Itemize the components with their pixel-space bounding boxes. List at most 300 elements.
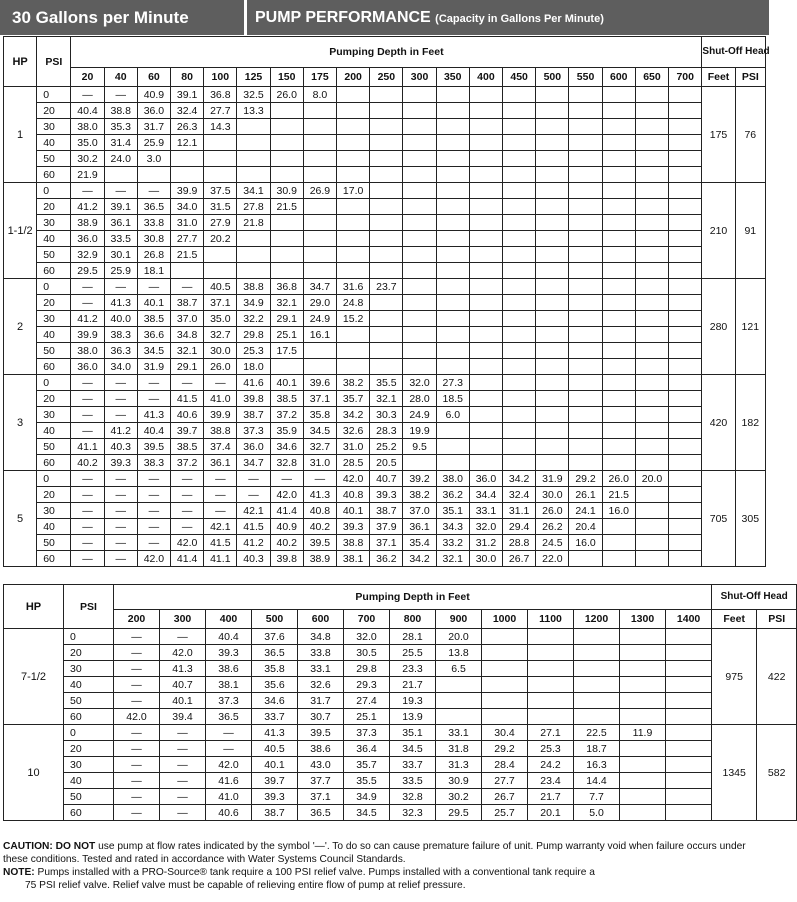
- capacity-cell: 42.0: [137, 551, 170, 567]
- capacity-cell: 40.2: [270, 535, 303, 551]
- capacity-cell: [469, 215, 502, 231]
- capacity-cell: 34.5: [390, 741, 436, 757]
- capacity-cell: 39.3: [104, 455, 137, 471]
- depth-column-header: 20: [71, 68, 104, 87]
- capacity-cell: [620, 773, 666, 789]
- table-row: [4, 471, 766, 487]
- capacity-cell: [482, 677, 528, 693]
- capacity-cell: 34.0: [171, 199, 204, 215]
- capacity-cell: [569, 199, 602, 215]
- capacity-cell: 31.8: [436, 741, 482, 757]
- capacity-cell: 18.7: [574, 741, 620, 757]
- psi-value: 0: [64, 725, 114, 741]
- capacity-cell: 37.9: [370, 519, 403, 535]
- table-row: [4, 391, 766, 407]
- psi-value: 60: [37, 551, 71, 567]
- capacity-cell: 37.0: [171, 311, 204, 327]
- capacity-cell: 19.9: [403, 423, 436, 439]
- capacity-cell: [569, 343, 602, 359]
- capacity-cell: [370, 135, 403, 151]
- capacity-cell: [528, 645, 574, 661]
- psi-value: 30: [37, 119, 71, 135]
- caution-emphasis: DO NOT: [55, 841, 96, 852]
- capacity-cell: 25.1: [270, 327, 303, 343]
- capacity-cell: [436, 279, 469, 295]
- capacity-cell: [635, 231, 668, 247]
- capacity-cell: [569, 215, 602, 231]
- depth-column-header: 700: [669, 68, 702, 87]
- capacity-cell: [503, 279, 536, 295]
- capacity-cell: —: [71, 551, 104, 567]
- capacity-cell: [469, 135, 502, 151]
- capacity-cell: [574, 645, 620, 661]
- capacity-cell: 31.7: [298, 693, 344, 709]
- capacity-cell: 41.3: [137, 407, 170, 423]
- capacity-cell: 27.7: [482, 773, 528, 789]
- table-row: [4, 215, 766, 231]
- table-row: [4, 407, 766, 423]
- capacity-cell: [436, 183, 469, 199]
- capacity-cell: 28.8: [503, 535, 536, 551]
- capacity-cell: [669, 231, 702, 247]
- capacity-cell: 39.7: [252, 773, 298, 789]
- capacity-cell: [503, 359, 536, 375]
- table-row: [4, 103, 766, 119]
- capacity-cell: 40.1: [270, 375, 303, 391]
- capacity-cell: —: [114, 757, 160, 773]
- capacity-cell: [270, 215, 303, 231]
- capacity-cell: 29.5: [71, 263, 104, 279]
- capacity-cell: 38.6: [298, 741, 344, 757]
- capacity-cell: [204, 135, 237, 151]
- capacity-cell: [635, 103, 668, 119]
- capacity-cell: [635, 151, 668, 167]
- capacity-cell: [666, 805, 712, 821]
- shut-off-feet-value: 705: [702, 471, 735, 567]
- shut-off-feet-value: 975: [712, 629, 757, 725]
- capacity-cell: [620, 661, 666, 677]
- depth-column-header: 600: [298, 610, 344, 629]
- capacity-cell: 31.6: [337, 279, 370, 295]
- capacity-cell: [503, 327, 536, 343]
- psi-value: 50: [64, 789, 114, 805]
- capacity-cell: —: [171, 279, 204, 295]
- capacity-cell: [635, 423, 668, 439]
- capacity-cell: [669, 551, 702, 567]
- capacity-cell: [569, 375, 602, 391]
- capacity-cell: [669, 455, 702, 471]
- table-row: [4, 359, 766, 375]
- capacity-cell: 33.2: [436, 535, 469, 551]
- capacity-cell: [602, 519, 635, 535]
- capacity-cell: [370, 247, 403, 263]
- capacity-cell: 28.3: [370, 423, 403, 439]
- capacity-cell: —: [114, 789, 160, 805]
- shut-off-psi-value: 121: [735, 279, 765, 375]
- capacity-cell: [536, 87, 569, 103]
- capacity-cell: [469, 327, 502, 343]
- capacity-cell: [237, 231, 270, 247]
- capacity-cell: —: [114, 645, 160, 661]
- capacity-cell: 37.5: [204, 183, 237, 199]
- capacity-cell: [171, 151, 204, 167]
- capacity-cell: [469, 87, 502, 103]
- capacity-cell: 35.5: [344, 773, 390, 789]
- capacity-cell: 32.1: [270, 295, 303, 311]
- depth-column-header: 200: [114, 610, 160, 629]
- capacity-cell: 32.0: [469, 519, 502, 535]
- capacity-cell: [403, 327, 436, 343]
- depth-column-header: 400: [206, 610, 252, 629]
- caution-note: [3, 840, 766, 866]
- capacity-cell: [469, 183, 502, 199]
- capacity-cell: 34.3: [436, 519, 469, 535]
- capacity-cell: 34.5: [137, 343, 170, 359]
- depth-column-header: 60: [137, 68, 170, 87]
- capacity-cell: 30.2: [71, 151, 104, 167]
- capacity-cell: [469, 199, 502, 215]
- capacity-cell: —: [137, 375, 170, 391]
- capacity-cell: 27.1: [528, 725, 574, 741]
- capacity-cell: [602, 183, 635, 199]
- capacity-cell: [370, 263, 403, 279]
- capacity-cell: [403, 311, 436, 327]
- capacity-cell: 21.8: [237, 215, 270, 231]
- capacity-cell: 18.5: [436, 391, 469, 407]
- capacity-cell: [337, 103, 370, 119]
- capacity-cell: [270, 151, 303, 167]
- capacity-cell: 30.5: [344, 645, 390, 661]
- shut-off-head-header: Shut-Off Head: [702, 37, 766, 68]
- psi-value: 0: [37, 471, 71, 487]
- capacity-cell: —: [237, 487, 270, 503]
- capacity-cell: [303, 151, 336, 167]
- capacity-cell: 13.9: [390, 709, 436, 725]
- capacity-cell: [270, 359, 303, 375]
- capacity-cell: 15.2: [337, 311, 370, 327]
- capacity-cell: [337, 215, 370, 231]
- capacity-cell: 32.8: [270, 455, 303, 471]
- capacity-cell: [635, 503, 668, 519]
- capacity-cell: 38.2: [337, 375, 370, 391]
- capacity-cell: 21.5: [171, 247, 204, 263]
- capacity-cell: 14.3: [204, 119, 237, 135]
- capacity-cell: 32.1: [370, 391, 403, 407]
- capacity-cell: 40.6: [206, 805, 252, 821]
- capacity-cell: [370, 87, 403, 103]
- capacity-cell: [503, 423, 536, 439]
- capacity-cell: —: [204, 487, 237, 503]
- capacity-cell: [303, 119, 336, 135]
- capacity-cell: 29.8: [237, 327, 270, 343]
- capacity-cell: [403, 183, 436, 199]
- performance-heading: PUMP PERFORMANCE: [255, 9, 431, 26]
- capacity-cell: 39.9: [171, 183, 204, 199]
- depth-column-header: 1100: [528, 610, 574, 629]
- table-row: [4, 455, 766, 471]
- capacity-cell: [635, 295, 668, 311]
- capacity-cell: [469, 455, 502, 471]
- capacity-cell: [370, 151, 403, 167]
- capacity-cell: 40.1: [337, 503, 370, 519]
- capacity-cell: [669, 407, 702, 423]
- capacity-cell: [303, 167, 336, 183]
- capacity-cell: [669, 519, 702, 535]
- capacity-cell: [270, 247, 303, 263]
- capacity-cell: 30.8: [137, 231, 170, 247]
- capacity-cell: [270, 263, 303, 279]
- capacity-cell: 31.0: [171, 215, 204, 231]
- capacity-cell: 39.9: [204, 407, 237, 423]
- capacity-cell: [270, 103, 303, 119]
- capacity-cell: 38.5: [171, 439, 204, 455]
- capacity-cell: [569, 455, 602, 471]
- capacity-cell: [635, 391, 668, 407]
- capacity-cell: [528, 661, 574, 677]
- capacity-cell: 24.2: [528, 757, 574, 773]
- capacity-cell: [403, 231, 436, 247]
- capacity-cell: 20.2: [204, 231, 237, 247]
- capacity-cell: 27.3: [436, 375, 469, 391]
- capacity-cell: —: [171, 503, 204, 519]
- capacity-cell: [669, 279, 702, 295]
- depth-column-header: 1400: [666, 610, 712, 629]
- table-row: [4, 119, 766, 135]
- capacity-cell: 39.1: [171, 87, 204, 103]
- capacity-cell: [569, 151, 602, 167]
- capacity-cell: [635, 263, 668, 279]
- capacity-cell: 21.5: [270, 199, 303, 215]
- capacity-cell: [171, 263, 204, 279]
- capacity-cell: [536, 423, 569, 439]
- psi-value: 0: [37, 375, 71, 391]
- capacity-cell: [436, 423, 469, 439]
- capacity-cell: [204, 263, 237, 279]
- capacity-cell: —: [137, 535, 170, 551]
- capacity-cell: [635, 519, 668, 535]
- capacity-cell: 41.4: [270, 503, 303, 519]
- capacity-cell: [503, 103, 536, 119]
- capacity-cell: [469, 295, 502, 311]
- capacity-cell: —: [137, 183, 170, 199]
- capacity-cell: [337, 359, 370, 375]
- depth-column-header: 650: [635, 68, 668, 87]
- capacity-cell: —: [114, 661, 160, 677]
- capacity-cell: 18.1: [137, 263, 170, 279]
- hp-value: 1: [4, 87, 37, 183]
- capacity-cell: 41.2: [71, 311, 104, 327]
- psi-value: 50: [37, 535, 71, 551]
- capacity-cell: —: [104, 391, 137, 407]
- capacity-cell: [303, 359, 336, 375]
- capacity-cell: [403, 199, 436, 215]
- capacity-cell: [574, 693, 620, 709]
- capacity-cell: 36.5: [252, 645, 298, 661]
- capacity-cell: [620, 709, 666, 725]
- capacity-cell: [666, 645, 712, 661]
- capacity-cell: 35.8: [303, 407, 336, 423]
- capacity-cell: 26.8: [137, 247, 170, 263]
- psi-value: 40: [37, 231, 71, 247]
- capacity-cell: 29.2: [569, 471, 602, 487]
- capacity-cell: [635, 359, 668, 375]
- capacity-cell: —: [137, 487, 170, 503]
- capacity-cell: 41.1: [71, 439, 104, 455]
- capacity-cell: [669, 359, 702, 375]
- flow-rate-title: 30 Gallons per Minute: [0, 0, 244, 35]
- capacity-cell: 39.6: [303, 375, 336, 391]
- capacity-cell: —: [171, 375, 204, 391]
- capacity-cell: [436, 151, 469, 167]
- capacity-cell: [436, 311, 469, 327]
- capacity-cell: —: [71, 471, 104, 487]
- shut-off-feet-value: 175: [702, 87, 735, 183]
- capacity-cell: 36.0: [71, 231, 104, 247]
- capacity-cell: [602, 199, 635, 215]
- capacity-cell: 30.7: [298, 709, 344, 725]
- capacity-cell: [436, 263, 469, 279]
- capacity-cell: 30.9: [436, 773, 482, 789]
- capacity-cell: 26.0: [602, 471, 635, 487]
- psi-value: 60: [37, 263, 71, 279]
- psi-value: 20: [64, 645, 114, 661]
- psi-value: 30: [37, 311, 71, 327]
- capacity-cell: [536, 375, 569, 391]
- capacity-cell: [635, 119, 668, 135]
- capacity-cell: [666, 709, 712, 725]
- depth-column-header: 125: [237, 68, 270, 87]
- capacity-cell: —: [114, 693, 160, 709]
- capacity-cell: 40.9: [270, 519, 303, 535]
- capacity-cell: 36.3: [104, 343, 137, 359]
- capacity-cell: 32.1: [436, 551, 469, 567]
- capacity-cell: [602, 375, 635, 391]
- capacity-cell: 37.4: [204, 439, 237, 455]
- capacity-cell: [669, 151, 702, 167]
- capacity-cell: 25.9: [104, 263, 137, 279]
- capacity-cell: 16.0: [569, 535, 602, 551]
- capacity-cell: [669, 87, 702, 103]
- table-row: [4, 789, 797, 805]
- depth-column-header: 800: [390, 610, 436, 629]
- capacity-cell: —: [104, 407, 137, 423]
- capacity-cell: 29.8: [344, 661, 390, 677]
- depth-column-header: 1200: [574, 610, 620, 629]
- table-row: [4, 741, 797, 757]
- capacity-cell: 41.6: [206, 773, 252, 789]
- capacity-cell: 31.2: [469, 535, 502, 551]
- capacity-cell: 34.1: [237, 183, 270, 199]
- capacity-cell: [666, 757, 712, 773]
- capacity-cell: 30.9: [270, 183, 303, 199]
- psi-header: PSI: [37, 37, 71, 87]
- capacity-cell: 16.0: [602, 503, 635, 519]
- capacity-cell: 38.5: [137, 311, 170, 327]
- capacity-cell: 42.1: [237, 503, 270, 519]
- capacity-cell: 31.9: [536, 471, 569, 487]
- capacity-cell: [602, 87, 635, 103]
- capacity-cell: [635, 455, 668, 471]
- capacity-cell: 6.0: [436, 407, 469, 423]
- capacity-cell: [669, 199, 702, 215]
- capacity-cell: [104, 167, 137, 183]
- capacity-cell: —: [160, 757, 206, 773]
- table-row: [4, 709, 797, 725]
- capacity-cell: [436, 359, 469, 375]
- capacity-cell: [602, 215, 635, 231]
- capacity-cell: 13.8: [436, 645, 482, 661]
- capacity-cell: [270, 231, 303, 247]
- psi-value: 30: [64, 661, 114, 677]
- capacity-cell: 38.7: [237, 407, 270, 423]
- capacity-cell: 35.6: [252, 677, 298, 693]
- capacity-cell: 36.6: [137, 327, 170, 343]
- capacity-cell: [403, 359, 436, 375]
- capacity-cell: 41.0: [204, 391, 237, 407]
- capacity-cell: 35.3: [104, 119, 137, 135]
- capacity-cell: [669, 183, 702, 199]
- capacity-cell: —: [160, 789, 206, 805]
- capacity-cell: [436, 119, 469, 135]
- capacity-cell: 36.5: [298, 805, 344, 821]
- capacity-cell: [620, 757, 666, 773]
- psi-value: 50: [37, 247, 71, 263]
- capacity-cell: [337, 343, 370, 359]
- capacity-cell: —: [160, 741, 206, 757]
- capacity-cell: [602, 423, 635, 439]
- shut-off-feet-value: 280: [702, 279, 735, 375]
- capacity-cell: 22.5: [574, 725, 620, 741]
- capacity-cell: 35.8: [252, 661, 298, 677]
- capacity-cell: 38.1: [337, 551, 370, 567]
- shut-off-feet-header: Feet: [702, 68, 735, 87]
- capacity-cell: 40.8: [337, 487, 370, 503]
- capacity-cell: 34.7: [237, 455, 270, 471]
- capacity-cell: 37.7: [298, 773, 344, 789]
- capacity-cell: —: [206, 741, 252, 757]
- table-row: [4, 263, 766, 279]
- capacity-cell: 35.9: [270, 423, 303, 439]
- capacity-cell: [669, 135, 702, 151]
- capacity-cell: 29.5: [436, 805, 482, 821]
- relief-valve-note: [3, 866, 766, 879]
- capacity-cell: [602, 151, 635, 167]
- psi-value: 0: [37, 87, 71, 103]
- psi-value: 50: [64, 693, 114, 709]
- capacity-cell: 34.6: [270, 439, 303, 455]
- capacity-cell: 39.2: [403, 471, 436, 487]
- capacity-cell: 21.5: [602, 487, 635, 503]
- psi-value: 40: [37, 519, 71, 535]
- capacity-cell: 39.5: [303, 535, 336, 551]
- capacity-cell: [337, 167, 370, 183]
- capacity-cell: —: [160, 629, 206, 645]
- capacity-cell: 25.1: [344, 709, 390, 725]
- capacity-cell: [436, 693, 482, 709]
- depth-column-header: 40: [104, 68, 137, 87]
- capacity-cell: 31.0: [303, 455, 336, 471]
- capacity-cell: 29.4: [503, 519, 536, 535]
- capacity-cell: [436, 135, 469, 151]
- capacity-cell: [669, 439, 702, 455]
- capacity-cell: 33.8: [137, 215, 170, 231]
- capacity-cell: [337, 151, 370, 167]
- hp-value: 5: [4, 471, 37, 567]
- capacity-cell: 8.0: [303, 87, 336, 103]
- capacity-cell: [569, 295, 602, 311]
- capacity-cell: —: [171, 487, 204, 503]
- capacity-cell: [482, 693, 528, 709]
